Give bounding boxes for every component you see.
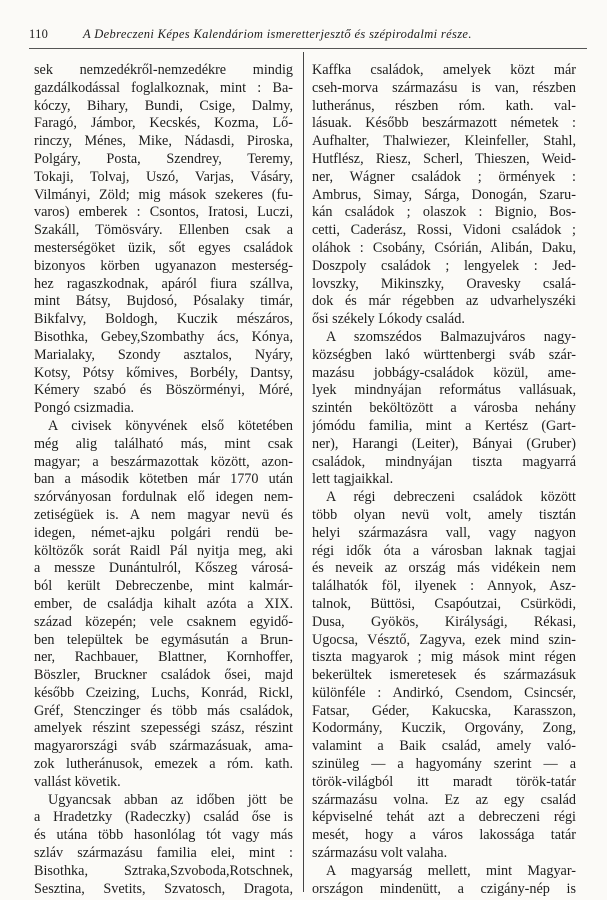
left-column	[34, 62, 293, 898]
text-line: zok lutheránusok, emezek a róm. kath.	[34, 756, 293, 773]
text-line: Szakáll, Tömösváry. Ellenben csak a	[34, 222, 293, 239]
text-line: lyek mindnyájan református vallásuak,	[312, 382, 576, 399]
text-line: szintén beköltözött a városba nehány	[312, 400, 576, 417]
text-line: több olyan nevü volt, amely tisztán	[312, 506, 576, 523]
text-line: sek nemzedékről-nemzedékre mindig	[34, 62, 293, 78]
text-line: Bisothka, Sztraka,Szvoboda,Rotschnek,	[34, 862, 293, 879]
text-line: Aufhalter, Thalwiezer, Kleinfeller, Stahl,	[312, 133, 576, 150]
text-line: ember, de családja kihalt azóta a XIX.	[34, 595, 293, 612]
page-header	[29, 26, 589, 42]
text-line: cetti, Caderász, Rossi, Vidoni családok ;	[312, 222, 576, 239]
text-line: Marialaky, Szondy asztalos, Nyáry,	[34, 346, 293, 363]
text-line: mint Bátsy, Bujdosó, Pósalaky timár,	[34, 293, 293, 310]
paragraph-start-line: A magyarság mellett, mint Magyar-	[326, 862, 576, 879]
paragraph-start-line: Ugyancsak abban az időben jött be	[48, 791, 293, 808]
text-line: ner), Harangi (Leiter), Bányai (Gruber)	[312, 435, 576, 452]
text-line: helyi származásra vall, vagy nagyon	[312, 524, 576, 541]
text-line: ból került Debreczenbe, mint kalmár-	[34, 578, 293, 595]
text-line: régi idők óta a városban laknak tagjai	[312, 542, 576, 559]
text-line: dok és már régebben az udvarhelyszéki	[312, 293, 576, 310]
text-line: és utána több hasonlólag tót vagy más	[34, 827, 293, 844]
text-line: lásuak. Később beszármazott németek :	[312, 115, 576, 132]
text-line: század közepén; vele csaknem egyidő-	[34, 613, 293, 630]
text-line: gazdálkodással foglalkoznak, mint : Ba-	[34, 79, 293, 96]
text-line: Kotsy, Pótsy kőmives, Borbély, Dantsy,	[34, 364, 293, 381]
text-line: bekerültek ismeretesek és származásuk	[312, 667, 576, 684]
text-line: magyarországi sváb származásuak, ama-	[34, 738, 293, 755]
text-line: mesterségöket üzik, sőt egyes családok	[34, 239, 293, 256]
text-line: és neveik az ország más vidékein nem	[312, 560, 576, 577]
text-line: Kaffka családok, amelyek közt már	[312, 62, 576, 78]
text-line: származásu volna. Ez az egy család	[312, 791, 576, 808]
header-rule	[29, 48, 587, 49]
paragraph-start-line: A szomszédos Balmazujváros nagy-	[326, 328, 576, 345]
text-line: szláv származásu familia elei, mint :	[34, 845, 293, 862]
text-line: Hutflész, Riesz, Scherl, Thieszen, Weid-	[312, 150, 576, 167]
text-line: kán családok ; olaszok : Bignio, Bos-	[312, 204, 576, 221]
text-line: Polgáry, Posta, Szendrey, Teremy,	[34, 150, 293, 167]
text-line: szórványosan fordulnak elő idegen nem-	[34, 489, 293, 506]
text-line: szinüleg — a hagyomány szerint — a	[312, 756, 576, 773]
text-line: zetiségüek is. A nem magyar nevü és	[34, 506, 293, 523]
text-line: Dusa, Gyökös, Királysági, Rékasi,	[312, 613, 576, 630]
text-line: Sesztina, Svetits, Szvatosch, Dragota,	[34, 880, 293, 897]
text-line: Bikfalvy, Boldogh, Kuczik mészáros,	[34, 311, 293, 328]
text-line: Fatsar, Géder, Kakucska, Karasszon,	[312, 702, 576, 719]
text-line: még alig található más, mint csak	[34, 435, 293, 452]
text-line: később Czeizing, Luchs, Konrád, Rickl,	[34, 684, 293, 701]
text-line: varos) emberek : Csontos, Iratosi, Luczi,	[34, 204, 293, 221]
text-line: amelyek részint szepességi szász, részint	[34, 720, 293, 737]
text-line: Kémery szabó és Böszörményi, Móré,	[34, 382, 293, 399]
paragraph-start-line: A régi debreczeni családok között	[326, 489, 576, 506]
text-line: bizonyos körben ugyanazon mesterség-	[34, 257, 293, 274]
text-line: különféle : Andirkó, Csendom, Csincsér,	[312, 684, 576, 701]
text-line: találhatók föl, ilyenek : Annyok, Asz-	[312, 578, 576, 595]
text-line: Faragó, Jámbor, Kecskés, Kozma, Lő-	[34, 115, 293, 132]
text-line: Ugocsa, Vésztő, Zagyva, ezek mind szin-	[312, 631, 576, 648]
text-line: lovszky, Mikinszky, Oravesky csalá-	[312, 275, 576, 292]
text-line: Doszpoly családok ; lengyelek : Jed-	[312, 257, 576, 274]
text-line: ner, Wágner családok ; örmények :	[312, 168, 576, 185]
text-line: mesét, hogy a város lakossága tatár	[312, 827, 576, 844]
text-line: lutheránus, részben róm. kath. val-	[312, 97, 576, 114]
paragraph-start-line: A civisek könyvének első kötetében	[48, 417, 293, 434]
text-line: jómódu familia, mint a Kertész (Gart-	[312, 417, 576, 434]
text-line: Vilmányi, Zöld; mig mások szekeres (fu-	[34, 186, 293, 203]
text-line: vallást követik.	[34, 773, 121, 790]
text-line: a messze Dunántulról, Kőszeg városá-	[34, 560, 293, 577]
text-line: török-világból itt maradt török-tatár	[312, 773, 576, 790]
text-line: származásu volt valaha.	[312, 845, 448, 862]
text-line: képviselné tehát azt a debreczeni régi	[312, 809, 576, 826]
text-line: ősi székely Lókody család.	[312, 311, 465, 328]
text-line: idegen, német-ajku polgári rendü be-	[34, 524, 293, 541]
text-line: ban a második kötetben már 1770 után	[34, 471, 293, 488]
text-line: valamint a Baik család, amely való-	[312, 738, 576, 755]
text-line: Kodormány, Kuczik, Orgovány, Zong,	[312, 720, 576, 737]
text-line: cseh-morva származásu is van, részben	[312, 79, 576, 96]
text-line: Bisothka, Gebey,Szombathy ács, Kónya,	[34, 328, 293, 345]
text-line: családok, mindnyájan tiszta magyarrá	[312, 453, 576, 470]
text-line: Pongó csizmadia.	[34, 400, 135, 417]
text-line: mazásu jobbágy-családok közül, ame-	[312, 364, 576, 381]
text-line: költözők sorát Raidl Pál nyitja meg, aki	[34, 542, 293, 559]
running-title: A Debreczeni Képes Kalendáriom ismeretterjesztő és szépirodalmi része.	[83, 27, 472, 41]
text-line: Gréf, Stenczinger és több más családok,	[34, 702, 293, 719]
page-number: 110	[29, 27, 49, 41]
text-line: ner, Rachbauer, Blattner, Kornhoffer,	[34, 649, 293, 666]
text-line: hez ragaszkodnak, apáról fiura szállva,	[34, 275, 293, 292]
text-line: ben települtek be egymásután a Brun-	[34, 631, 293, 648]
text-line: tiszta magyarok ; mig mások mint régen	[312, 649, 576, 666]
text-line: oláhok : Csobány, Csórián, Alibán, Daku,	[312, 239, 576, 256]
text-line: országon mindenütt, a czigány-nép is	[312, 880, 576, 897]
text-line: rinczy, Ménes, Mike, Nádasdi, Piroska,	[34, 133, 293, 150]
text-line: magyar; a beszármazottak között, azon-	[34, 453, 293, 470]
text-line: lett tagjaikkal.	[312, 471, 394, 488]
text-line: talnok, Büttösi, Csapóutzai, Csürködi,	[312, 595, 576, 612]
text-line: kóczy, Bihary, Bundi, Csige, Dalmy,	[34, 97, 293, 114]
column-divider	[303, 52, 304, 892]
text-line: Tokaji, Tolvaj, Uszó, Varjas, Vásáry,	[34, 168, 293, 185]
text-line: községben lakó württenbergi sváb szár-	[312, 346, 576, 363]
right-column	[312, 62, 576, 898]
text-line: Böszler, Bruckner családok ősei, majd	[34, 667, 293, 684]
text-line: Ambrus, Simay, Sárga, Donogán, Szaru-	[312, 186, 576, 203]
text-line: a Hradetzky (Radeczky) család őse is	[34, 809, 293, 826]
